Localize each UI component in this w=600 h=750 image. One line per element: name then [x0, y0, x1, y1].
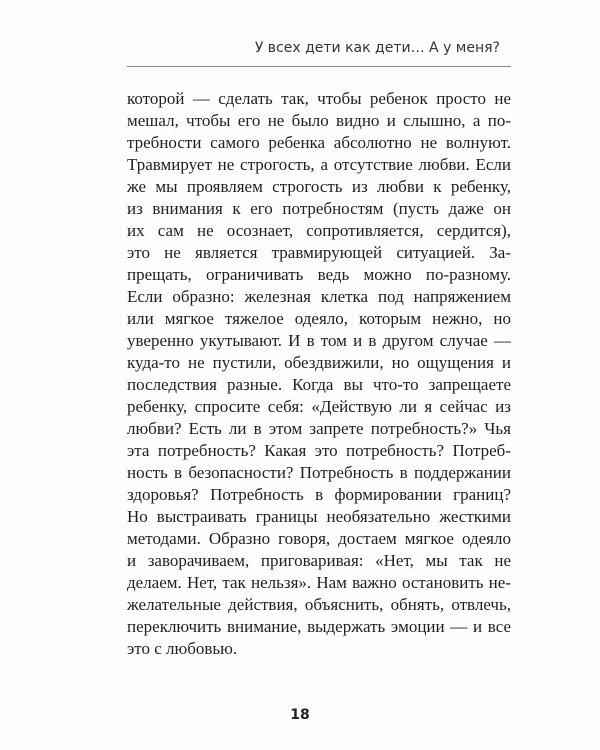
text-line: Травмирует не строгость, а отсутствие любви. Если	[127, 155, 511, 174]
text-line: прещать, ограничивать ведь можно по-разному.	[127, 265, 511, 284]
text-line: желательные действия, объяснить, обнять, отвлечь,	[127, 595, 511, 614]
text-line: ребенку, спросите себя: «Действую ли я сейчас из	[127, 397, 511, 416]
text-line: делаем. Нет, так нельзя». Нам важно остановить не-	[127, 573, 511, 592]
text-line: переключить внимание, выдержать эмоции — и все	[127, 617, 511, 636]
text-line: и заворачиваем, приговаривая: «Нет, мы так не	[127, 551, 511, 570]
running-header: У всех дети как дети… А у меня?	[254, 40, 500, 56]
text-line: мешал, чтобы его не было видно и слышно, а по-	[127, 111, 511, 130]
page-number: 18	[290, 707, 310, 723]
text-line: или мягкое тяжелое одеяло, которым нежно, но	[127, 309, 511, 328]
text-line: это с любовью.	[127, 639, 238, 658]
header-rule	[127, 66, 511, 67]
text-line: это не является травмирующей ситуацией. За-	[127, 243, 511, 262]
text-line: из внимания к его потребностям (пусть даже он	[127, 199, 511, 218]
text-line: же мы проявляем строгость из любви к ребенку,	[127, 177, 511, 196]
text-line: требности самого ребенка абсолютно не волнуют.	[127, 133, 511, 152]
text-line: Если образно: железная клетка под напряжением	[127, 287, 511, 306]
text-line: любви? Есть ли в этом запрете потребность?» Чья	[127, 419, 511, 438]
text-line: куда-то не пустили, обездвижили, но ощущения и	[127, 353, 511, 372]
body-text	[127, 88, 511, 660]
text-line: последствия разные. Когда вы что-то запрещаете	[127, 375, 511, 394]
text-line: которой — сделать так, чтобы ребенок просто не	[127, 89, 511, 108]
text-line: уверенно укутывают. И в том и в другом случае —	[127, 331, 511, 350]
text-line: здоровья? Потребность в формировании границ?	[127, 485, 511, 504]
text-line: ность в безопасности? Потребность в поддержании	[127, 463, 511, 482]
text-line: эта потребность? Какая это потребность? Потреб-	[127, 441, 511, 460]
text-line: их сам не осознает, сопротивляется, сердится),	[127, 221, 511, 240]
text-line: методами. Образно говоря, достаем мягкое одеяло	[127, 529, 511, 548]
text-line: Но выстраивать границы необязательно жесткими	[127, 507, 511, 526]
